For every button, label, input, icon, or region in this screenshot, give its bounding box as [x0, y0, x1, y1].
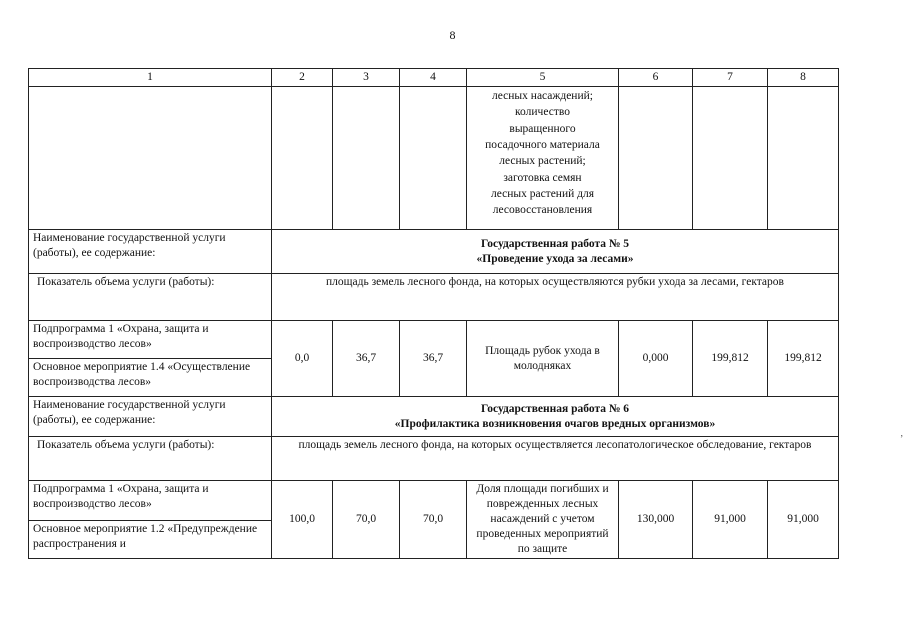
column-header: 7: [693, 69, 768, 87]
column-header: 5: [467, 69, 619, 87]
work5-title-row: [29, 230, 839, 274]
volume-label: Показатель объема услуги (работы):: [29, 274, 272, 321]
column-header: 3: [333, 69, 400, 87]
column-header: 2: [272, 69, 333, 87]
value-col4: 36,7: [400, 321, 467, 397]
measure-label: Основное мероприятие 1.2 «Предупреждение распространения и: [29, 521, 272, 559]
volume-text: площадь земель лесного фонда, на которых осуществляется лесопатологическое обследование, гектаров: [272, 437, 839, 481]
column-header: 8: [768, 69, 839, 87]
value-col7: 91,000: [693, 481, 768, 559]
service-label: Наименование государственной услуги (работы), ее содержание:: [29, 230, 272, 274]
program-table: [28, 68, 839, 559]
value-col2: 0,0: [272, 321, 333, 397]
value-col6: 0,000: [619, 321, 693, 397]
measure-label: Основное мероприятие 1.4 «Осуществление воспроизводства лесов»: [29, 359, 272, 397]
continuation-text: лесных насаждений; количество выращенного посадочного материала лесных растений; заготовка семян лесных растений для лесовосстановления: [467, 87, 619, 230]
subprogram-label: Подпрограмма 1 «Охрана, защита и воспроизводство лесов»: [29, 481, 272, 521]
service-label: Наименование государственной услуги (работы), ее содержание:: [29, 397, 272, 437]
subprogram-label: Подпрограмма 1 «Охрана, защита и воспроизводство лесов»: [29, 321, 272, 359]
value-col8: 199,812: [768, 321, 839, 397]
continuation-row: [29, 87, 839, 230]
value-col4: 70,0: [400, 481, 467, 559]
column-header: 1: [29, 69, 272, 87]
column-header: 6: [619, 69, 693, 87]
work6-title-row: [29, 397, 839, 437]
value-col6: 130,000: [619, 481, 693, 559]
value-col3: 36,7: [333, 321, 400, 397]
work6-volume-row: [29, 437, 839, 481]
volume-label: Показатель объема услуги (работы):: [29, 437, 272, 481]
value-col3: 70,0: [333, 481, 400, 559]
work5-data-row: [29, 321, 839, 359]
value-col7: 199,812: [693, 321, 768, 397]
work5-volume-row: [29, 274, 839, 321]
column-header-row: [29, 69, 839, 87]
column-header: 4: [400, 69, 467, 87]
work6-data-row: [29, 481, 839, 521]
indicator-name: Площадь рубок ухода в молодняках: [467, 321, 619, 397]
indicator-name: Доля площади погибших и поврежденных лесных насаждений с учетом проведенных мероприятий по защите: [467, 481, 619, 559]
work-title: Государственная работа № 6 «Профилактика возникновения очагов вредных организмов»: [272, 397, 839, 437]
work-title: Государственная работа № 5 «Проведение ухода за лесами»: [272, 230, 839, 274]
scan-edge-mark: ,: [900, 428, 903, 439]
value-col8: 91,000: [768, 481, 839, 559]
page-number: 8: [449, 28, 456, 42]
volume-text: площадь земель лесного фонда, на которых осуществляются рубки ухода за лесами, гектаров: [272, 274, 839, 321]
value-col2: 100,0: [272, 481, 333, 559]
